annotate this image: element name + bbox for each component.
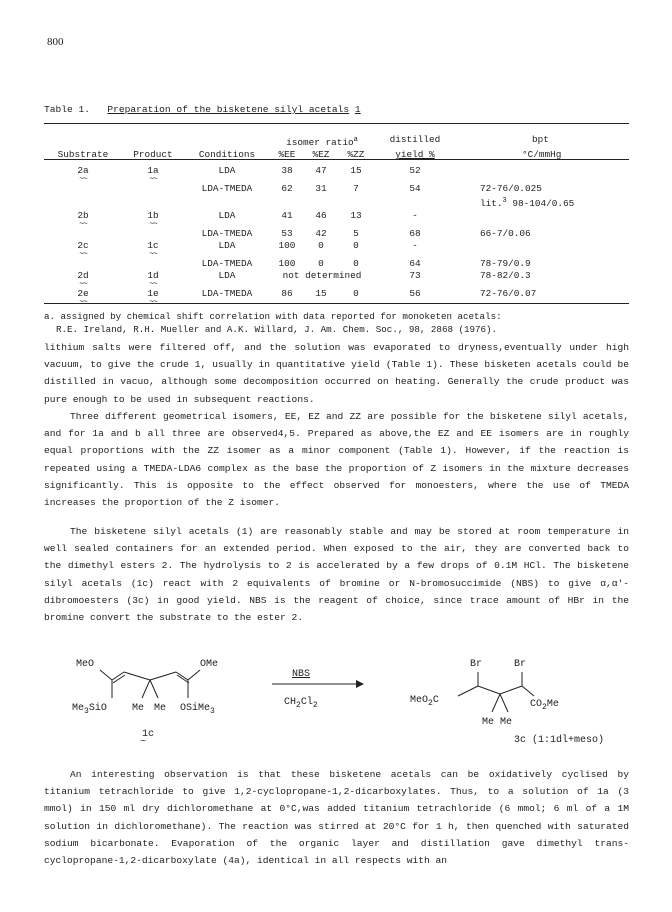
bond [492,694,500,712]
cell-ee: 38 [281,165,293,177]
cell-substrate [44,258,122,270]
wavy-underline: ~~ [149,250,157,260]
cell-product [122,183,184,195]
reactant-label: OMe [200,659,219,670]
bond [522,686,534,696]
yield-header: yield % [395,149,435,161]
cell-ee: 100 [278,240,296,252]
bond [458,686,478,696]
wavy-underline: ~~ [149,220,157,230]
table-row [44,183,629,195]
table-caption [44,104,361,115]
cell-substrate [44,183,122,195]
cell-ez: 42 [315,228,327,240]
footnote-a: a. assigned by chemical shift correlation with data reported for monoketen acetals: [44,311,502,322]
data-table [44,134,629,306]
cell-zz: 0 [353,240,359,252]
table-row [44,165,629,183]
bond [500,686,522,694]
table-header-row-1 [44,134,629,149]
cell-product [122,195,184,210]
arrow-head [356,680,364,688]
product-structure [458,672,534,712]
bpt-unit-header: °C/mmHg [522,149,562,161]
cell-yield: 68 [409,228,421,240]
cell-zz: 0 [353,258,359,270]
table-row [44,258,629,270]
substrate-header: Substrate [57,149,109,161]
cell-ez [304,195,338,210]
cell-bpt: 78-79/0.9 [480,258,531,270]
reaction-scheme [60,650,620,770]
reagent-top: NBS [292,669,311,680]
wavy-underline: ~~ [79,250,87,260]
cell-yield: 64 [409,258,421,270]
bond [100,670,112,680]
table-row [44,270,629,288]
cell-ez: 46 [315,210,327,222]
cell-product: 1d ~~ [122,270,184,288]
bond [500,694,508,712]
cell-ee: 86 [281,288,293,300]
cell-product: 1a ~~ [122,165,184,183]
ez-header: %EZ [312,149,330,161]
cell-bpt: 72-76/0.07 [480,288,537,300]
table-title: Preparation of the bisketene silyl acetals [107,104,350,115]
table-top-rule [44,123,629,124]
wavy-underline: ~~ [79,280,87,290]
cell-ez: 15 [315,288,327,300]
cell-ez: 31 [315,183,327,195]
cell-zz: 0 [353,288,359,300]
cell-ez: 0 [318,240,324,252]
paragraph-1: lithium salts were filtered off, and the solution was evaporated to dryness,eventually under high vacuum, to give the crude 1, usually in quantitative yield (Table 1). These bisketen acetals could be distilled in vacuo, although some decomposition occurred on heating. Generally the crude product was pure enough to be used in subsequent reactions. [44,342,629,405]
product-label: Br [514,659,527,670]
table-footnote [44,310,502,336]
wavy-underline: ~~ [149,280,157,290]
cell-ez: 0 [318,258,324,270]
cell-ee [270,195,304,210]
cell-substrate: 2a ~~ [44,165,122,183]
cell-yield: 56 [409,288,421,300]
reactant-label: Me [132,703,145,714]
bond [188,670,200,680]
cell-ee: 53 [281,228,293,240]
cell-conditions: LDA-TMEDA [201,228,253,240]
cell-conditions: LDA-TMEDA [201,288,253,300]
table-row [44,195,629,210]
reactant-label: MeO [76,659,95,670]
wavy-underline: ~~ [149,298,157,308]
cell-zz: 15 [350,165,362,177]
distilled-header: distilled [389,134,441,145]
cell-product: 1b ~~ [122,210,184,228]
cell-zz: 5 [353,228,359,240]
bond [150,680,158,698]
wavy-underline: ~~ [79,175,87,185]
cell-bpt [456,165,629,183]
product-label: Me Me [482,717,513,728]
cell-yield: - [412,240,418,252]
reactant-structure [100,670,200,698]
cell-bpt: 66-7/0.06 [480,228,531,240]
cell-conditions: LDA-TMEDA [201,258,253,270]
product-label: $CO_2Me$ [530,699,559,712]
cell-substrate: 2e ~~ [44,288,122,306]
cell-conditions [184,195,270,210]
cell-zz: 7 [353,183,359,195]
paragraph-2: Three different geometrical isomers, EE, EZ and ZZ are possible for the bisketene silyl acetals, and for 1a and b all three are observed4,5. Prepared as above,the EZ and EE isomers are in roughly equal proportions with the ZZ isomer as a minor component (Table 1). However, if the reaction is repeated using a TMEDA-LDA6 complex as the base the proportion of Z isomers in the mixture decreases significantly. This is opposite to the effect observed for monoesters, where the use of TMEDA increases the proportion of the Z isomer. [44,411,629,509]
cell-ee: 100 [278,258,296,270]
wavy-underline: ~~ [79,220,87,230]
bond [478,686,500,694]
cell-substrate: 2c ~~ [44,240,122,258]
table-row [44,228,629,240]
paragraph-4: An interesting observation is that these bisketene acetals can be oxidatively cyclised by titanium tetrachloride to give 1,2-cyclopropane-1,2-dicarboxylates. Thus, to a solution of 1a (3 mmol) in 150 ml dry dichloromethane at 0°C,was added titanium tetrachloride (6 mmol; 6 ml of a 1M solution in dichloromethane). The reaction was stirred at 20°C for 1 h, then quenched with saturated sodium bicarbonate. Evaporation of the organic layer and distillation gave dimethyl trans-cyclopropane-1,2-dicarboxylate (4a), identical in all respects with an [44,769,629,867]
reactant-label: $Me_3SiO$ [72,703,107,716]
reactant-id: 1c [142,729,155,740]
table-row [44,288,629,306]
reagent-bottom: $CH_2Cl_2$ [284,697,318,710]
cell-conditions: LDA [218,240,236,252]
cell-conditions: LDA [218,210,236,222]
cell-product [122,228,184,240]
paragraph-3: The bisketene silyl acetals (1) are reasonably stable and may be stored at room temperature in well sealed containers for an extended period. When exposed to the air, they are converted back to the dimethyl esters 2. The hydrolysis to 2 is accelerated by a few drops of 0.1M HCl. The bisketene silyl acetals (1c) react with 2 equivalents of bromine or N-bromosuccimide (NBS) to give α,α'-dibromoesters (3c) in good yield. NBS is the reagent of choice, since trace amount of HBr in the bromine convert the substrate to the ester 2. [44,526,629,624]
cell-yield: 54 [409,183,421,195]
table-title-ref: 1 [354,104,361,115]
ee-header: %EE [278,149,296,161]
bond [113,675,125,683]
cell-ee: 41 [281,210,293,222]
cell-isomer-ratio: not determined [282,270,362,282]
cell-bpt: 72-76/0.025 [480,183,542,195]
footnote-reference: R.E. Ireland, R.H. Mueller and A.K. Willard, J. Am. Chem. Soc., 98, 2868 (1976). [56,324,498,335]
cell-conditions: LDA [218,165,236,177]
cell-bpt [456,240,629,258]
bond [112,672,124,680]
cell-product [122,258,184,270]
bond [142,680,150,698]
table-body [44,165,629,306]
table-label: Table 1. [44,104,91,115]
cell-yield: - [412,210,418,222]
wavy-underline: ~~ [149,175,157,185]
bond [150,672,176,680]
cell-substrate: 2b ~~ [44,210,122,228]
conditions-header: Conditions [198,149,256,161]
reactant-label: OSiMe$_3$ [180,703,215,716]
table-header-row-2 [44,149,629,161]
bond [124,672,150,680]
table-row [44,240,629,258]
cell-product: 1c ~~ [122,240,184,258]
cell-conditions: LDA-TMEDA [201,183,253,195]
product-label: MeO$_2$C [410,695,439,708]
wavy-underline: ~~ [79,298,87,308]
cell-bpt: lit.$^3$ 98-104/0.65 [480,197,575,210]
cell-ee: 62 [281,183,293,195]
wavy-underline: ~ [140,737,147,748]
cell-bpt [456,210,629,228]
bpt-header: bpt [532,134,549,145]
page-number: 800 [47,36,64,48]
product-id: 3c (1:1dl+meso) [514,735,605,746]
product-header: Product [133,149,173,161]
cell-yield: 73 [409,270,421,282]
cell-product: 1e ~~ [122,288,184,306]
cell-bpt: 78-82/0.3 [480,270,531,282]
cell-substrate [44,228,122,240]
table-row [44,210,629,228]
cell-substrate [44,195,122,210]
cell-conditions: LDA [218,270,236,282]
product-label: Br [470,659,483,670]
cell-substrate: 2d ~~ [44,270,122,288]
cell-zz: 13 [350,210,362,222]
cell-yield: 52 [409,165,421,177]
isomer-ratio-header: isomer ratio$^a$ [286,136,358,149]
cell-ez: 47 [315,165,327,177]
cell-yield [374,195,456,210]
reactant-label: Me [154,703,167,714]
cell-zz [338,195,374,210]
zz-header: %ZZ [347,149,365,161]
